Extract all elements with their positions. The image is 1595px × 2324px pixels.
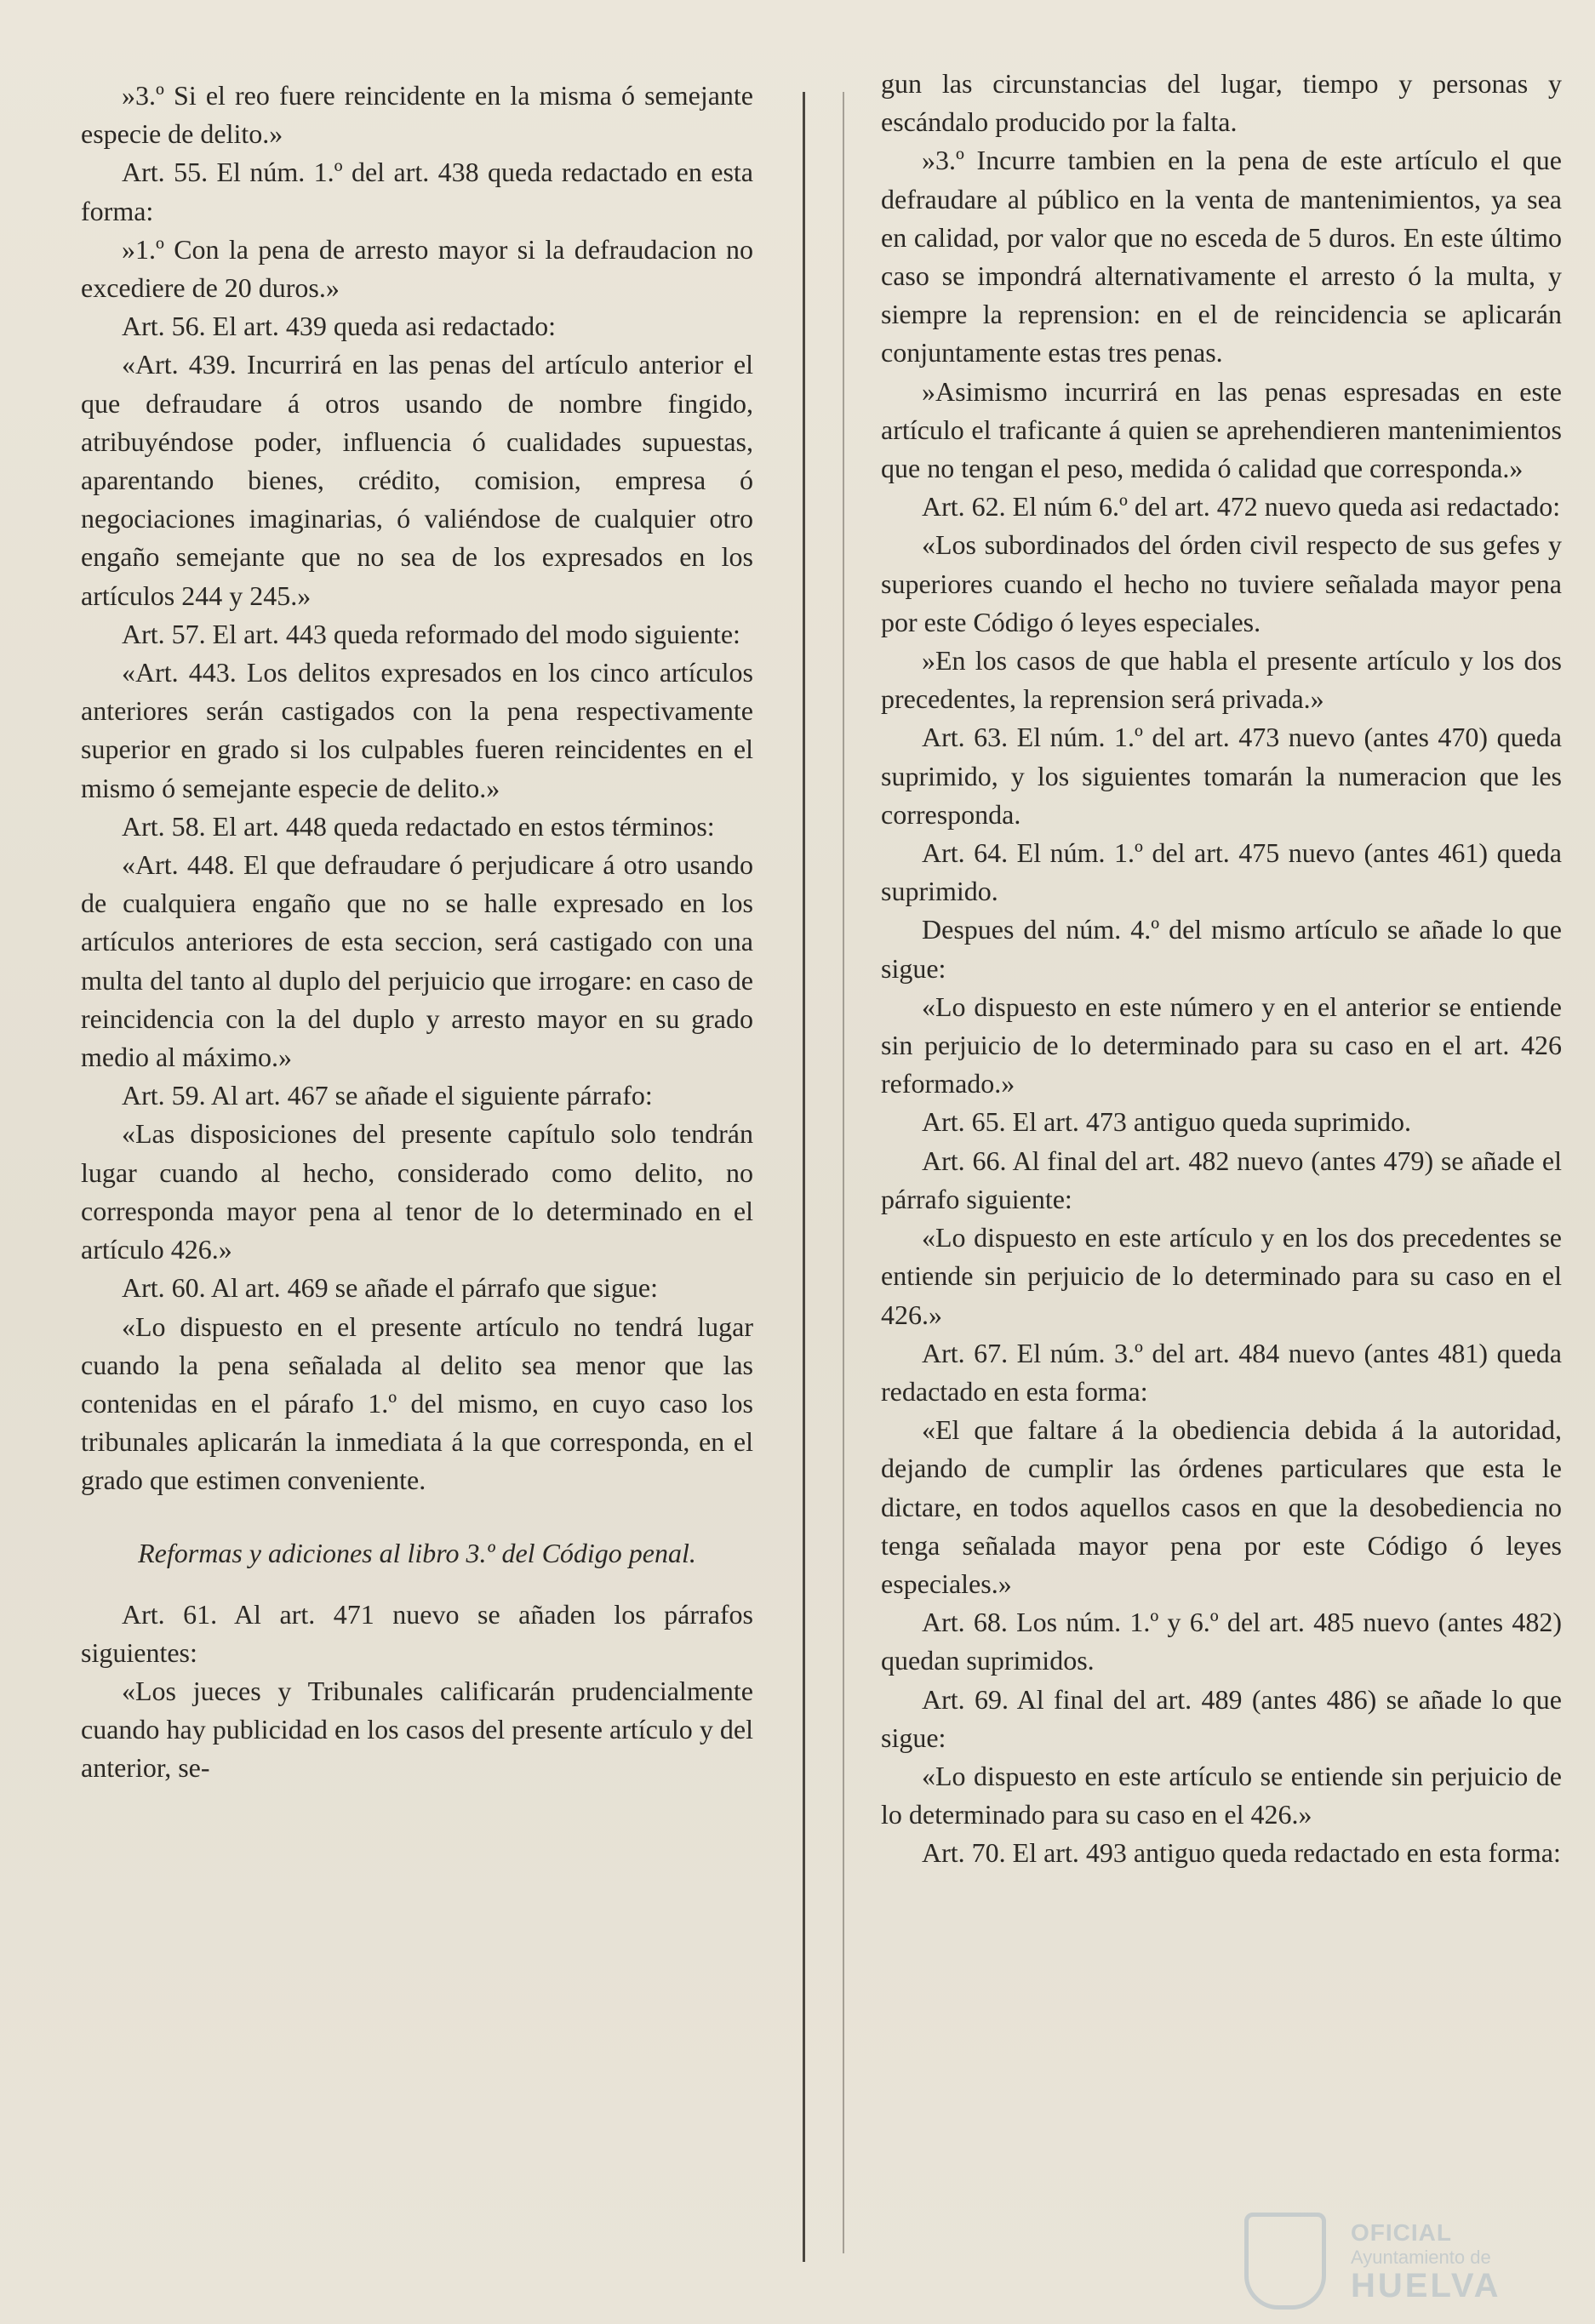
paragraph: Art. 67. El núm. 3.º del art. 484 nuevo (antes 481) queda redactado en esta forma: xyxy=(881,1337,1562,1407)
column-divider xyxy=(803,92,805,2262)
paragraph: Art. 63. El núm. 1.º del art. 473 nuevo (antes 470) queda suprimido, y los siguientes tomarán la numeracion que les corresponda. xyxy=(881,722,1562,830)
paragraph: «Art. 443. Los delitos expresados en los cinco artículos anteriores serán castigados con la pena respectivamente superior en grado si los culpables fueren reincidentes en el mismo ó semejante especie de delito.» xyxy=(81,657,753,803)
paragraph: Despues del núm. 4.º del mismo artículo se añade lo que sigue: xyxy=(881,914,1562,984)
right-column xyxy=(881,65,1562,1873)
paragraph: Art. 60. Al art. 469 se añade el párrafo que sigue: xyxy=(122,1272,659,1304)
paragraph: Art. 69. Al final del art. 489 (antes 486) se añade lo que sigue: xyxy=(881,1683,1562,1753)
column-divider-secondary xyxy=(843,92,844,2253)
paragraph: Art. 62. El núm 6.º del art. 472 nuevo queda asi redactado: xyxy=(922,491,1561,522)
paragraph: «Lo dispuesto en este número y en el anterior se entiende sin perjuicio de lo determinado para su caso en el art. 426 reformado.» xyxy=(881,991,1562,1099)
paragraph: Art. 59. Al art. 467 se añade el siguiente párrafo: xyxy=(122,1080,653,1111)
section-heading: Reformas y adiciones al libro 3.º del Código penal. xyxy=(138,1537,696,1568)
left-column xyxy=(81,77,753,1788)
coat-of-arms-icon xyxy=(1244,2213,1326,2310)
paragraph: »3.º Si el reo fuere reincidente en la misma ó semejante especie de delito.» xyxy=(81,80,753,150)
paragraph: «Las disposiciones del presente capítulo solo tendrán lugar cuando al hecho, considerado como delito, no corresponda mayor pena al tenor de lo determinado en el artículo 426.» xyxy=(81,1118,753,1265)
paragraph: «Lo dispuesto en este artículo y en los dos precedentes se entiende sin perjuicio de lo determinado para su caso en el 426.» xyxy=(881,1222,1562,1330)
paragraph: gun las circunstancias del lugar, tiempo y personas y escándalo producido por la falta. xyxy=(881,68,1562,138)
archive-watermark xyxy=(1244,2213,1551,2306)
paragraph: Art. 57. El art. 443 queda reformado del modo siguiente: xyxy=(122,618,740,649)
paragraph: Art. 55. El núm. 1.º del art. 438 queda redactado en esta forma: xyxy=(81,157,753,226)
paragraph: »3.º Incurre tambien en la pena de este artículo el que defraudare al público en la venta de mantenimientos, ya sea en calidad, por valor que no esceda de 5 duros. En este último caso se impondrá alternativamente el arresto ó la multa, y siempre la reprension: en el de reincidencia se aplicarán conjuntamente estas tres penas. xyxy=(881,145,1562,368)
paragraph: «El que faltare á la obediencia debida á la autoridad, dejando de cumplir las órdenes particulares que esta le dictare, en todos aquellos casos en que la desobediencia no tenga señalada mayor pena por este Código ó leyes especiales.» xyxy=(881,1414,1562,1599)
paragraph: Art. 68. Los núm. 1.º y 6.º del art. 485 nuevo (antes 482) quedan suprimidos. xyxy=(881,1607,1562,1676)
paragraph: Art. 66. Al final del art. 482 nuevo (antes 479) se añade el párrafo siguiente: xyxy=(881,1145,1562,1214)
paragraph: Art. 58. El art. 448 queda redactado en estos términos: xyxy=(122,810,715,842)
paragraph: »Asimismo incurrirá en las penas espresadas en este artículo el traficante á quien se aprehendieren mantenimientos que no tengan el peso, medida ó calidad que corresponda.» xyxy=(881,375,1562,484)
watermark-line-2: Ayuntamiento de xyxy=(1351,2247,1491,2268)
paragraph: «Los subordinados del órden civil respecto de sus gefes y superiores cuando el hecho no tuviere señalada mayor pena por este Código ó leyes especiales. xyxy=(881,529,1562,637)
paragraph: »1.º Con la pena de arresto mayor si la defraudacion no excediere de 20 duros.» xyxy=(81,233,753,304)
paragraph: «Art. 448. El que defraudare ó perjudicare á otro usando de cualquiera engaño que no se halle expresado en los artículos anteriores de esta seccion, será castigado con una multa del tanto al duplo del perjuicio que irrogare: en caso de reincidencia con la del duplo y arresto mayor en su grado medio al máximo.» xyxy=(81,849,753,1073)
paragraph: «Art. 439. Incurrirá en las penas del artículo anterior el que defraudare á otros usando de nombre fingido, atribuyéndose poder, influencia ó cualidades supuestas, aparentando bienes, crédito, comision, empresa ó negociaciones imaginarias, ó valiéndose de cualquier otro engaño semejante que no sea de los expresados en los artículos 244 y 245.» xyxy=(81,349,753,611)
paragraph: «Lo dispuesto en el presente artículo no tendrá lugar cuando la pena señalada al delito sea menor que las contenidas en el párafo 1.º del mismo, en cuyo caso los tribunales aplicarán la inmediata á la que corresponda, en el grado que estimen conveniente. xyxy=(81,1310,753,1496)
paragraph: Art. 61. Al art. 471 nuevo se añaden los párrafos siguientes: xyxy=(81,1598,753,1668)
paragraph: »En los casos de que habla el presente artículo y los dos precedentes, la reprension será privada.» xyxy=(881,645,1562,715)
paragraph: Art. 56. El art. 439 queda asi redactado: xyxy=(122,311,557,342)
watermark-line-3: HUELVA xyxy=(1351,2267,1501,2304)
paragraph: «Lo dispuesto en este artículo se entiende sin perjuicio de lo determinado para su caso en el 426.» xyxy=(881,1760,1562,1830)
paragraph: «Los jueces y Tribunales calificarán prudencialmente cuando hay publicidad en los casos del presente artículo y del anterior, se- xyxy=(81,1675,753,1784)
paragraph: Art. 65. El art. 473 antiguo queda suprimido. xyxy=(922,1106,1412,1138)
paragraph: Art. 64. El núm. 1.º del art. 475 nuevo (antes 461) queda suprimido. xyxy=(881,837,1562,907)
watermark-line-1: OFICIAL xyxy=(1351,2219,1452,2246)
paragraph: Art. 70. El art. 493 antiguo queda redactado en esta forma: xyxy=(922,1837,1561,1869)
